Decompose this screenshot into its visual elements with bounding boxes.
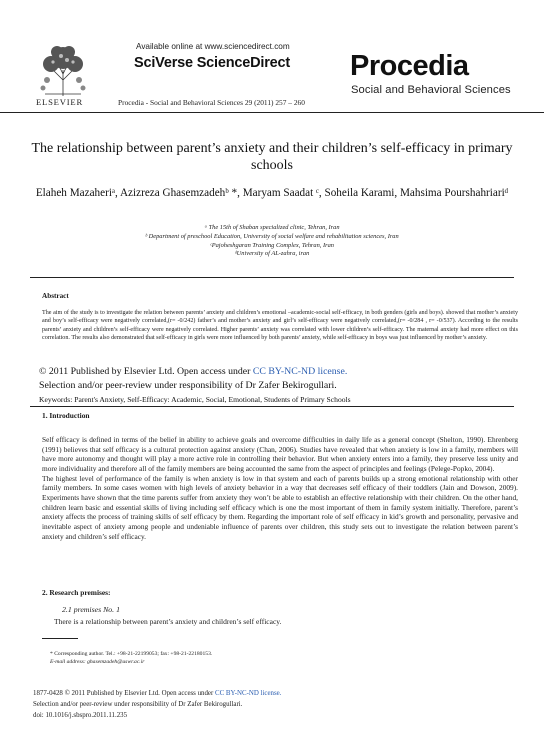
article-title: The relationship between parent’s anxiety and their children’s self-efficacy in primary schools [31,141,513,173]
journal-citation: Procedia - Social and Behavioral Sciences 29 (2011) 257 – 260 [118,98,305,107]
copyright-text: © 2011 Published by Elsevier Ltd. Open access under [39,366,253,377]
header-divider [0,112,544,113]
procedia-subtitle: Social and Behavioral Sciences [351,84,511,96]
footnote-divider [42,638,78,639]
elsevier-wordmark: ELSEVIER [36,97,83,107]
premise-text: There is a relationship between parent’s anxiety and children’s self efficacy. [54,617,282,626]
affiliation-b: ᵇ Department of preschool Education, University of social welfare and rehabilitation sciences, Iran [145,232,399,240]
procedia-logo: Procedia [350,50,469,82]
copyright-line [39,366,347,377]
research-premises-heading: 2. Research premises: [42,588,111,597]
abstract-top-divider [30,277,514,278]
introduction-paragraph-2: The highest level of performance of the family is when anxiety is low in that system and each of parents builds up a strong emotional relationship with other family members. In some cases women with high levels of anxiety behavior in a way that decreases self efficacy of their toddlers (Jain and Dowson, 2009). Experiments have shown that the time parents suffer from anxiety they won’t be able to establish an effective relationship with their children. On the other hand, children learn basic and essential skills of living including self efficacy which is one the most important of them in family system initially. Therefore, parent’s anxiety affects the process of training skills of self efficacy by them. Regarding the important role of self efficacy in kid’s growth and personality, pervasive and inevitable aspect of anxiety among people and undeniable influence of parents over children, this study sets out to investigate the relation between parent’s anxiety and children’s self efficacy. [42,473,518,541]
keywords: Keywords: Parent's Anxiety, Self-Efficacy: Academic, Social, Emotional, Students of Primary Schools [39,395,351,404]
introduction-body [42,435,518,541]
affiliation-c: ᶜPajoheshgaran Training Complex, Tehran, Iran [210,241,334,249]
available-online-text: Available online at www.sciencedirect.com [136,42,290,51]
corresponding-author-footnote: * Corresponding author. Tel.: +98-21-22199053; fax: +98-21-22180153. [50,651,213,657]
license-link[interactable]: CC BY-NC-ND license. [252,366,348,377]
issn-copyright-text: 1877-0428 © 2011 Published by Elsevier Ltd. Open access under [33,690,215,697]
footer-license-link[interactable]: CC BY-NC-ND license. [215,690,282,697]
doi[interactable]: doi: 10.1016/j.sbspro.2011.11.235 [33,712,128,719]
abstract-heading: Abstract [42,292,69,300]
affiliation-a: ᵃ The 15th of Shaban specialized clinic, Tehran, Iran [204,224,340,231]
sciverse-sciencedirect-logo[interactable]: SciVerse ScienceDirect [134,55,291,71]
abstract-bottom-divider [30,406,514,407]
peer-review-line: Selection and/or peer-review under responsibility of Dr Zafer Bekirogullari. [39,380,337,391]
elsevier-tree-icon [35,40,91,98]
affiliation-d: ᵈUniversity of AL-zahra, iran [234,250,310,258]
author-list: Elaheh Mazaheriᵃ, Azizreza Ghasemzadehᵇ *, Maryam Saadat ᶜ, Soheila Karami, Mahsima Pourshahriariᵈ [35,187,509,199]
abstract-body: The aim of the study is to investigate the relation between parents’ anxiety and children’s emotional –academic-social self-efficacy, in both genders (girls and boys). showed that mother’s anxiety and boy’s self-efficacy were negatively correlated,(r= -0/242) father’s and mother’s anxiety and girl’s self-efficacy were negatively correlated,(r= -0/284 , r= -0/537). According to the results parents’ anxiety and children’s self-efficacy were negatively correlated. Higher parents’ anxiety was correlated with lower children’s self-efficacy. The maternal anxiety had more effect on this correlation. The results also demonstrated that self-efficacy in girls were more influenced by both parents’ anxiety, while self-efficacy in boys was just influenced by mother’s anxiety. [42,310,518,342]
issn-copyright-line [33,690,281,697]
footer-peer-review: Selection and/or peer-review under responsibility of Dr Zafer Bekirogullari. [33,701,243,708]
premise-label: 2.1 premises No. 1 [62,605,120,614]
introduction-paragraph-1: Self efficacy is defined in terms of the belief in ability to achieve goals and overcome difficulties in daily life as a general concept (Shelton, 1990). Ehrenberg (1991) believes that self efficacy is a cultural protection against anxiety (Chan, 2006). Studies have revealed that when anxiety is low in a family, members will have more autonomy and thought will play a more active role in controlling their behavior. But when anxiety enters into a family, they preserve less unity and more individuality and therefore all of the family members are being accounted the same from the aspect of principles and feelings (Pelege-Popko, 2004). [42,435,518,473]
introduction-heading: 1. Introduction [42,411,90,420]
affiliations [30,224,514,259]
email-footnote[interactable]: E-mail address: ghasemzadeh@uswr.ac.ir [50,659,145,665]
